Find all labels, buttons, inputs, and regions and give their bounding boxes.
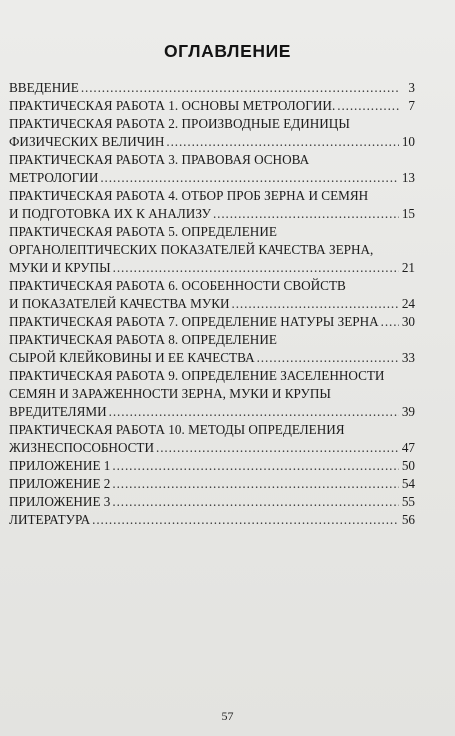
toc-entry-title: ПРИЛОЖЕНИЕ 3 — [9, 494, 111, 509]
toc-line — [9, 385, 415, 403]
toc-line — [9, 457, 415, 475]
toc-page-number: 24 — [401, 296, 415, 311]
toc-entry-title: ПРАКТИЧЕСКАЯ РАБОТА 3. ПРАВОВАЯ ОСНОВА — [9, 152, 310, 167]
toc-page-number: 39 — [401, 404, 415, 419]
toc-entry-title: ОРГАНОЛЕПТИЧЕСКИХ ПОКАЗАТЕЛЕЙ КАЧЕСТВА ЗЕРНА, — [9, 242, 374, 257]
dot-leader — [381, 313, 399, 331]
toc-entry — [9, 151, 415, 187]
dot-leader — [112, 493, 399, 511]
toc-entry — [9, 313, 415, 331]
toc-line — [9, 205, 415, 223]
toc-line — [9, 421, 415, 439]
toc-page-number: 56 — [401, 512, 415, 527]
toc-entry — [9, 331, 415, 367]
dot-leader — [81, 79, 399, 97]
page-number: 57 — [221, 709, 234, 723]
toc-page-number: 54 — [401, 476, 415, 491]
dot-leader — [112, 457, 399, 475]
toc-entry-title: ФИЗИЧЕСКИХ ВЕЛИЧИН — [9, 134, 165, 149]
toc-line — [9, 295, 415, 313]
toc-page-number: 33 — [401, 350, 415, 365]
toc-entry-title: ПРАКТИЧЕСКАЯ РАБОТА 10. МЕТОДЫ ОПРЕДЕЛЕНИЯ — [9, 422, 345, 437]
toc-entry — [9, 475, 415, 493]
toc-line — [9, 169, 415, 187]
toc-entry — [9, 79, 415, 97]
toc-line — [9, 403, 415, 421]
toc-entry-title: СЕМЯН И ЗАРАЖЕННОСТИ ЗЕРНА, МУКИ И КРУПЫ — [9, 386, 331, 401]
toc-line — [9, 133, 415, 151]
toc-entry-title: ЛИТЕРАТУРА — [9, 512, 91, 527]
page-title: ОГЛАВЛЕНИЕ — [163, 41, 292, 61]
dot-leader — [213, 205, 399, 223]
toc-line — [9, 151, 415, 169]
toc-entry-title: И ПОКАЗАТЕЛЕЙ КАЧЕСТВА МУКИ — [9, 296, 230, 311]
toc-line — [9, 115, 415, 133]
toc-line — [9, 187, 415, 205]
toc-entry — [9, 421, 415, 457]
toc-entry — [9, 97, 415, 115]
toc-entry-title: ПРАКТИЧЕСКАЯ РАБОТА 6. ОСОБЕННОСТИ СВОЙСТВ — [9, 278, 346, 293]
toc-line — [9, 259, 415, 277]
toc-entry-title: МУКИ И КРУПЫ — [9, 260, 111, 275]
toc-entry-title: ВВЕДЕНИЕ — [9, 80, 79, 95]
toc-page-number: 21 — [401, 260, 415, 275]
table-of-contents — [9, 79, 415, 529]
toc-entry-title: ПРАКТИЧЕСКАЯ РАБОТА 8. ОПРЕДЕЛЕНИЕ — [9, 332, 277, 347]
dot-leader — [109, 403, 399, 421]
toc-page-number: 3 — [408, 80, 415, 95]
toc-page-number: 30 — [401, 314, 415, 329]
dot-leader — [166, 133, 399, 151]
toc-page-number: 13 — [401, 170, 415, 185]
dot-leader — [112, 475, 399, 493]
toc-line — [9, 223, 415, 241]
toc-page-number: 50 — [401, 458, 415, 473]
toc-entry-title: ПРИЛОЖЕНИЕ 2 — [9, 476, 111, 491]
toc-entry — [9, 223, 415, 277]
dot-leader — [100, 169, 399, 187]
toc-entry-title: ПРАКТИЧЕСКАЯ РАБОТА 2. ПРОИЗВОДНЫЕ ЕДИНИЦЫ — [9, 116, 350, 131]
dot-leader — [337, 97, 399, 115]
toc-entry-title: ЖИЗНЕСПОСОБНОСТИ — [9, 440, 155, 455]
toc-line — [9, 493, 415, 511]
toc-entry — [9, 367, 415, 421]
toc-page-number: 55 — [401, 494, 415, 509]
toc-line — [9, 79, 415, 97]
toc-page-number: 15 — [401, 206, 415, 221]
toc-line — [9, 277, 415, 295]
toc-entry-title: ПРАКТИЧЕСКАЯ РАБОТА 7. ОПРЕДЕЛЕНИЕ НАТУРЫ ЗЕРНА — [9, 314, 379, 329]
toc-entry-title: ПРИЛОЖЕНИЕ 1 — [9, 458, 111, 473]
toc-entry — [9, 457, 415, 475]
toc-entry-title: ПРАКТИЧЕСКАЯ РАБОТА 1. ОСНОВЫ МЕТРОЛОГИИ. — [9, 98, 336, 113]
toc-line — [9, 475, 415, 493]
toc-entry — [9, 115, 415, 151]
toc-entry-title: ПРАКТИЧЕСКАЯ РАБОТА 4. ОТБОР ПРОБ ЗЕРНА И СЕМЯН — [9, 188, 369, 203]
dot-leader — [113, 259, 399, 277]
toc-page-number: 10 — [401, 134, 415, 149]
toc-page-number: 47 — [401, 440, 415, 455]
toc-line — [9, 439, 415, 457]
toc-line — [9, 349, 415, 367]
dot-leader — [257, 349, 399, 367]
toc-entry-title: ПРАКТИЧЕСКАЯ РАБОТА 5. ОПРЕДЕЛЕНИЕ — [9, 224, 277, 239]
toc-entry-title: МЕТРОЛОГИИ — [9, 170, 99, 185]
toc-entry — [9, 511, 415, 529]
toc-entry — [9, 187, 415, 223]
toc-entry-title: ВРЕДИТЕЛЯМИ — [9, 404, 107, 419]
toc-entry — [9, 277, 415, 313]
toc-entry-title: ПРАКТИЧЕСКАЯ РАБОТА 9. ОПРЕДЕЛЕНИЕ ЗАСЕЛЕННОСТИ — [9, 368, 385, 383]
toc-line — [9, 331, 415, 349]
toc-line — [9, 97, 415, 115]
toc-line — [9, 313, 415, 331]
toc-line — [9, 367, 415, 385]
dot-leader — [232, 295, 399, 313]
dot-leader — [156, 439, 399, 457]
toc-entry — [9, 493, 415, 511]
toc-entry-title: И ПОДГОТОВКА ИХ К АНАЛИЗУ — [9, 206, 211, 221]
toc-line — [9, 241, 415, 259]
toc-page-number: 7 — [408, 98, 415, 113]
toc-line — [9, 511, 415, 529]
dot-leader — [92, 511, 399, 529]
toc-entry-title: СЫРОЙ КЛЕЙКОВИНЫ И ЕЕ КАЧЕСТВА — [9, 350, 255, 365]
